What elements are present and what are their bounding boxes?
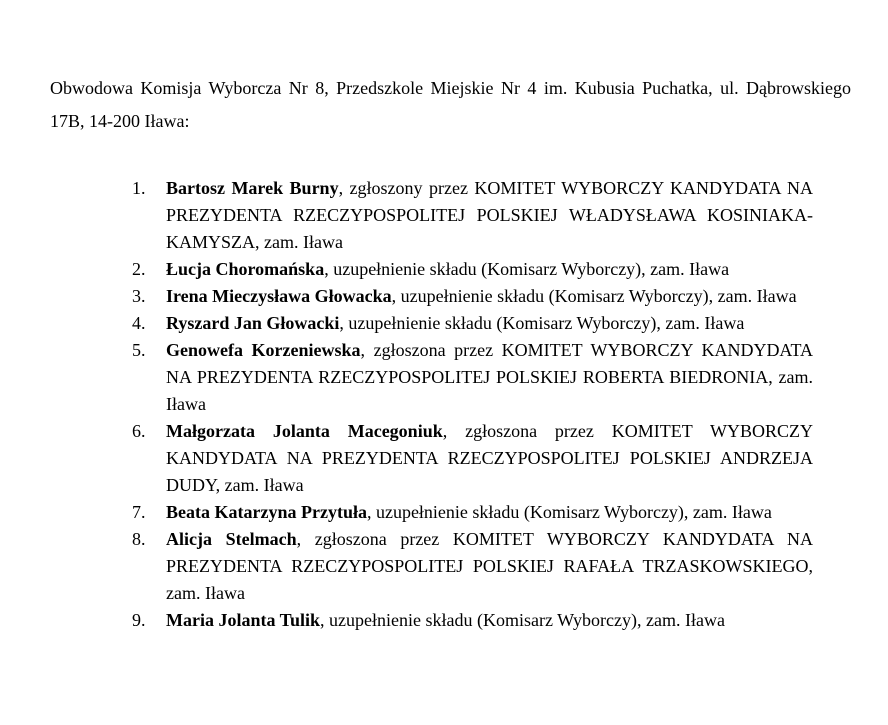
list-item — [50, 310, 813, 337]
member-name: Małgorzata Jolanta Macegoniuk — [166, 421, 443, 441]
list-item-number: 3. — [132, 286, 146, 306]
member-name: Łucja Choromańska — [166, 259, 325, 279]
list-item — [50, 499, 813, 526]
member-name: Ryszard Jan Głowacki — [166, 313, 340, 333]
member-details: , uzupełnienie składu (Komisarz Wyborczy), zam. Iława — [320, 610, 725, 630]
list-item-number: 2. — [132, 259, 146, 279]
member-details: , uzupełnienie składu (Komisarz Wyborczy), zam. Iława — [339, 313, 745, 333]
member-details: , zgłoszona przez KOMITET WYBORCZY KANDYDATA NA PREZYDENTA RZECZYPOSPOLITEJ POLSKIEJ RAFAŁA TRZASKOWSKIEGO, zam. Iława — [166, 529, 814, 603]
member-name: Bartosz Marek Burny — [166, 178, 339, 198]
list-item — [50, 418, 813, 499]
list-item-number: 6. — [132, 421, 146, 441]
list-item — [50, 337, 813, 418]
list-item — [50, 175, 813, 256]
member-list — [50, 175, 851, 634]
member-name: Genowefa Korzeniewska — [166, 340, 361, 360]
list-item-number: 8. — [132, 529, 146, 549]
member-details: , uzupełnienie składu (Komisarz Wyborczy), zam. Iława — [391, 286, 797, 306]
member-name: Maria Jolanta Tulik — [166, 610, 321, 630]
member-details: , uzupełnienie składu (Komisarz Wyborczy), zam. Iława — [366, 502, 772, 522]
list-item-number: 7. — [132, 502, 146, 522]
list-item — [50, 526, 813, 607]
member-name: Beata Katarzyna Przytuła — [166, 502, 367, 522]
member-details: , zgłoszona przez KOMITET WYBORCZY KANDYDATA NA PREZYDENTA RZECZYPOSPOLITEJ POLSKIEJ ANDRZEJA DUDY, zam. Iława — [166, 421, 813, 495]
member-details: , zgłoszona przez KOMITET WYBORCZY KANDYDATA NA PREZYDENTA RZECZYPOSPOLITEJ POLSKIEJ ROBERTA BIEDRONIA, zam. Iława — [166, 340, 813, 414]
list-item-number: 5. — [132, 340, 146, 360]
list-item — [50, 283, 813, 310]
member-details: , zgłoszony przez KOMITET WYBORCZY KANDYDATA NA PREZYDENTA RZECZYPOSPOLITEJ POLSKIEJ WŁADYSŁAWA KOSINIAKA-KAMYSZA, zam. Iława — [166, 178, 813, 252]
list-item-number: 1. — [132, 178, 146, 198]
member-details: , uzupełnienie składu (Komisarz Wyborczy), zam. Iława — [324, 259, 730, 279]
list-item-number: 9. — [132, 610, 146, 630]
list-item-number: 4. — [132, 313, 146, 333]
list-item — [50, 607, 813, 634]
list-item — [50, 256, 813, 283]
commission-heading: Obwodowa Komisja Wyborcza Nr 8, Przedszkole Miejskie Nr 4 im. Kubusia Puchatka, ul. Dąbrowskiego 17B, 14-200 Iława: — [50, 78, 851, 131]
member-name: Irena Mieczysława Głowacka — [166, 286, 392, 306]
member-name: Alicja Stelmach — [166, 529, 297, 549]
